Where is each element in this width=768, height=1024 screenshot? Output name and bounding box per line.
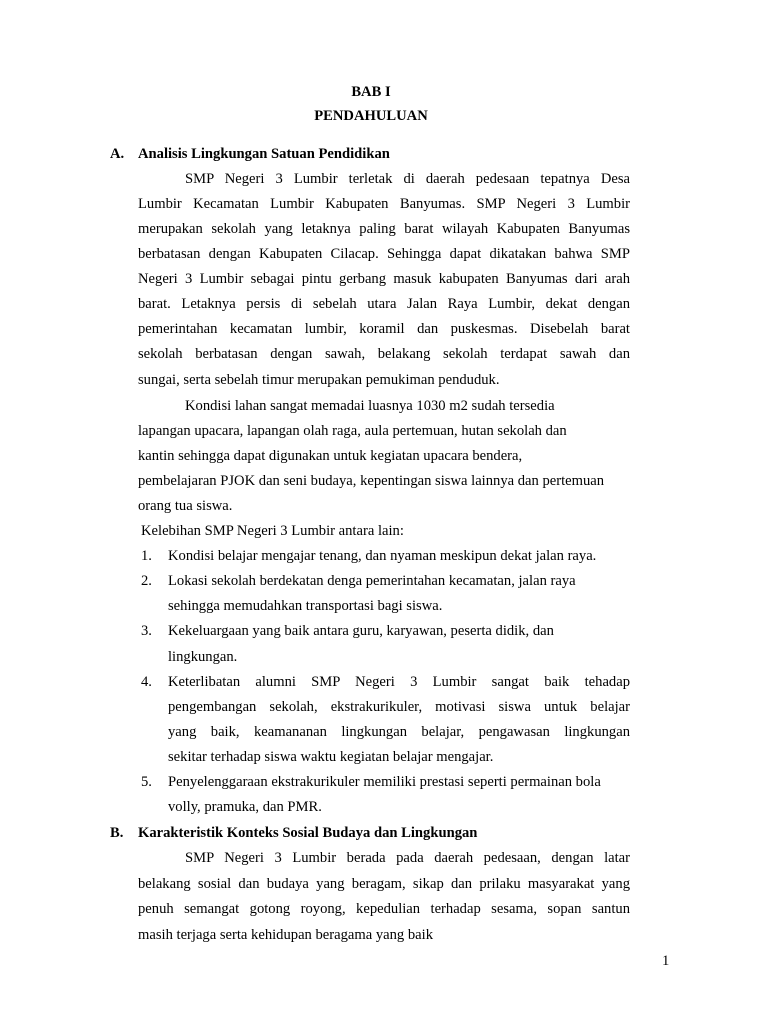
section-a-p1-line: merupakan sekolah yang letaknya paling barat wilayah Kabupaten Banyumas (138, 221, 630, 237)
list-item-line: pengembangan sekolah, ekstrakurikuler, motivasi siswa untuk belajar (168, 699, 630, 715)
list-item-number: 2. (141, 573, 152, 589)
section-a-p1-line: SMP Negeri 3 Lumbir terletak di daerah pedesaan tepatnya Desa (185, 171, 630, 187)
section-a-p1-line: Negeri 3 Lumbir sebagai pintu gerbang masuk kabupaten Banyumas dari arah (138, 271, 630, 287)
list-item-number: 1. (141, 548, 152, 564)
chapter-title: PENDAHULUAN (314, 108, 428, 124)
section-a-p1-line: sekolah berbatasan dengan sawah, belakang sekolah terdapat sawah dan (138, 346, 630, 362)
list-item-number: 3. (141, 623, 152, 639)
section-b-p1-line: penuh semangat gotong royong, kepedulian terhadap sesama, sopan santun (138, 901, 630, 917)
list-item-line: sehingga memudahkan transportasi bagi siswa. (168, 598, 443, 614)
list-item-line: Kekeluargaan yang baik antara guru, karyawan, peserta didik, dan (168, 623, 554, 639)
section-a-p1-line: Lumbir Kecamatan Lumbir Kabupaten Banyumas. SMP Negeri 3 Lumbir (138, 196, 630, 212)
list-item-line: Kondisi belajar mengajar tenang, dan nyaman meskipun dekat jalan raya. (168, 548, 597, 564)
section-b-p1-line: masih terjaga serta kehidupan beragama yang baik (138, 927, 433, 943)
section-a-p1-line: berbatasan dengan Kabupaten Cilacap. Sehingga dapat dikatakan bahwa SMP (138, 246, 630, 262)
section-a-letter: A. (110, 146, 125, 162)
section-b-letter: B. (110, 825, 124, 841)
section-b-p1-line: SMP Negeri 3 Lumbir berada pada daerah pedesaan, dengan latar (185, 850, 630, 866)
section-a-heading: Analisis Lingkungan Satuan Pendidikan (138, 146, 390, 162)
section-a-p2-line: pembelajaran PJOK dan seni budaya, kepentingan siswa lainnya dan pertemuan (138, 473, 605, 489)
advantages-intro: Kelebihan SMP Negeri 3 Lumbir antara lain: (141, 523, 404, 539)
list-item-number: 4. (141, 674, 152, 690)
list-item-number: 5. (141, 774, 152, 790)
section-a-p1-line: barat. Letaknya persis di sebelah utara Jalan Raya Lumbir, dekat dengan (138, 296, 630, 312)
section-b-heading: Karakteristik Konteks Sosial Budaya dan Lingkungan (138, 825, 478, 841)
list-item-line: lingkungan. (168, 649, 238, 665)
section-a-p2-line: kantin sehingga dapat digunakan untuk kegiatan upacara bendera, (138, 448, 523, 464)
list-item-line: volly, pramuka, dan PMR. (168, 799, 322, 815)
list-item-line: yang baik, keamananan lingkungan belajar, pengawasan lingkungan (168, 724, 630, 740)
chapter-label: BAB I (351, 84, 391, 100)
section-a-p2-line: Kondisi lahan sangat memadai luasnya 1030 m2 sudah tersedia (185, 398, 555, 414)
section-a-p2-line: orang tua siswa. (138, 498, 233, 514)
list-item-line: sekitar terhadap siswa waktu kegiatan belajar mengajar. (168, 749, 494, 765)
list-item-line: Penyelenggaraan ekstrakurikuler memiliki prestasi seperti permainan bola (168, 774, 601, 790)
page-number: 1 (662, 953, 670, 969)
list-item-line: Keterlibatan alumni SMP Negeri 3 Lumbir sangat baik tehadap (168, 674, 630, 690)
section-a-p1-line: pemerintahan kecamatan lumbir, koramil dan puskesmas. Disebelah barat (138, 321, 630, 337)
section-a-p1-line: sungai, serta sebelah timur merupakan pemukiman penduduk. (138, 372, 500, 388)
section-b-p1-line: belakang sosial dan budaya yang beragam, sikap dan prilaku masyarakat yang (138, 876, 630, 892)
section-a-p2-line: lapangan upacara, lapangan olah raga, aula pertemuan, hutan sekolah dan (138, 423, 567, 439)
list-item-line: Lokasi sekolah berdekatan denga pemerintahan kecamatan, jalan raya (168, 573, 576, 589)
